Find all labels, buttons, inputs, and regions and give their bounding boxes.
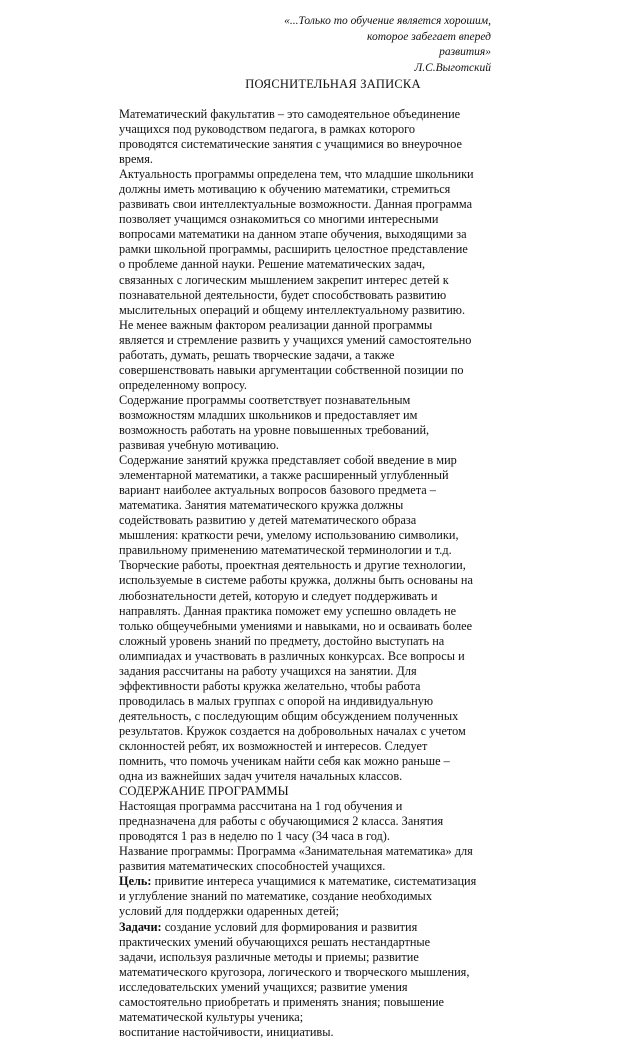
text-line: учащихся под руководством педагога, в рамках которого [119, 122, 416, 137]
paragraph-program-duration [119, 799, 499, 844]
goal-text: привитие интереса учащимися к математике, систематизация [151, 874, 477, 889]
text-line: деятельность, с последующим общим обсуждением полученных [119, 708, 459, 723]
text-line: самостоятельно приобретать и применять знания; повышение [119, 994, 445, 1009]
text-line: сложный уровень знаний по предмету, достойно выступать на [119, 633, 445, 648]
text-line: любознательности детей, которую и следует поддерживать и [119, 588, 438, 603]
text-line: используемые в системе работы кружка, должны быть основаны на [119, 573, 473, 588]
tasks-label: Задачи: [119, 919, 162, 934]
document-body [119, 107, 499, 1040]
text-line: Название программы: Программа «Занимательная математика» для [119, 844, 473, 859]
paragraph-relevance [119, 167, 499, 393]
tasks-text: создание условий для формирования и развития [161, 919, 418, 934]
text-line: связанных с логическим мышлением закрепит интерес детей к [119, 272, 449, 287]
text-line: развития математических способностей учащихся. [119, 859, 386, 874]
text-line: математической культуры ученика; [119, 1009, 304, 1024]
section-heading: СОДЕРЖАНИЕ ПРОГРАММЫ [119, 784, 289, 799]
text-line: проводилась в малых группах с опорой на индивидуальную [119, 693, 434, 708]
text-line: вариант наиболее актуальных вопросов базового предмета – [119, 483, 436, 498]
text-line: проводятся систематические занятия с учащимися во внеурочное [119, 137, 462, 152]
text-line: Творческие работы, проектная деятельность и другие технологии, [119, 558, 466, 573]
text-line: мышления: краткости речи, умелому использованию символики, [119, 528, 459, 543]
text-line: возможностям младших школьников и предоставляет им [119, 407, 418, 422]
paragraph-program-name [119, 844, 499, 874]
text-line: и углубление знаний по математике, создание необходимых [119, 889, 432, 904]
text-line: эффективности работы кружка желательно, чтобы работа [119, 678, 421, 693]
text-line: элементарной математики, а также расширенный углубленный [119, 468, 449, 483]
epigraph-author: Л.С.Выготский [414, 61, 491, 74]
text-line: склонностей ребят, их возможностей и интересов. Следует [119, 738, 428, 753]
epigraph-line: которое забегает вперед [367, 30, 491, 43]
text-line: одна из важнейших задач учителя начальных классов. [119, 769, 403, 784]
text-line: содействовать развитию у детей математического образа [119, 513, 417, 528]
text-line: определенному вопросу. [119, 377, 247, 392]
text-line: воспитание настойчивости, инициативы. [119, 1024, 334, 1039]
text-line: проводятся 1 раз в неделю по 1 часу (34 часа в год). [119, 829, 390, 844]
text-line: только общеучебными умениями и навыками, но и осваивать более [119, 618, 473, 633]
text-line: результатов. Кружок создается на добровольных началах с учетом [119, 723, 466, 738]
text-line: позволяет учащимся ознакомиться со многими интересными [119, 212, 439, 227]
text-line: правильному применению математической терминологии и т.д. [119, 543, 452, 558]
text-line: вопросами математики на данном этапе обучения, выходящими за [119, 227, 467, 242]
text-line: Содержание программы соответствует познавательным [119, 392, 411, 407]
text-line: работать, думать, решать творческие задачи, а также [119, 347, 395, 362]
text-line: олимпиадах и участвовать в различных конкурсах. Все вопросы и [119, 648, 465, 663]
epigraph [284, 14, 491, 76]
text-line: математика. Занятия математического кружка должны [119, 498, 404, 513]
paragraph-intro [119, 107, 499, 167]
paragraph-goal [119, 874, 499, 919]
text-line: условий для поддержки одаренных детей; [119, 904, 339, 919]
text-line: Содержание занятий кружка представляет собой введение в мир [119, 453, 457, 468]
text-line: рамки школьной программы, расширить целостное представление [119, 242, 468, 257]
document-title: ПОЯСНИТЕЛЬНАЯ ЗАПИСКА [245, 77, 421, 91]
text-line: Математический факультатив – это самодеятельное объединение [119, 107, 461, 121]
text-line: развивая учебную мотивацию. [119, 438, 279, 453]
text-line: должны иметь мотивацию к обучению математики, стремиться [119, 182, 451, 197]
text-line: Актуальность программы определена тем, что младшие школьники [119, 167, 474, 182]
text-line: задачи, используя различные методы и приемы; развитие [119, 949, 419, 964]
text-line: математического кругозора, логического и творческого мышления, [119, 964, 470, 979]
text-line: помнить, что помочь ученикам найти себя как можно раньше – [119, 754, 450, 769]
goal-label: Цель: [119, 874, 152, 889]
paragraph-content [119, 393, 499, 453]
text-line: задания рассчитаны на работу учащихся на занятии. Для [119, 663, 417, 678]
epigraph-line: развития» [439, 46, 491, 58]
text-line: Настоящая программа рассчитана на 1 год обучения и [119, 799, 403, 814]
text-line: является и стремление развить у учащихся умений самостоятельно [119, 332, 472, 347]
epigraph-line: «...Только то обучение является хорошим, [284, 15, 491, 27]
text-line: исследовательских умений учащихся; развитие умения [119, 979, 408, 994]
paragraph-tasks [119, 920, 499, 1040]
text-line: развивать свои интеллектуальные возможности. Данная программа [119, 197, 473, 212]
text-line: о проблеме данной науки. Решение математических задач, [119, 257, 426, 272]
text-line: совершенствовать навыки аргументации собственной позиции по [119, 362, 464, 377]
text-line [119, 874, 499, 889]
text-line: возможность работать на уровне повышенных требований, [119, 422, 430, 437]
text-line: практических умений обучающихся решать нестандартные [119, 934, 431, 949]
text-line: направлять. Данная практика поможет ему успешно овладеть не [119, 603, 457, 618]
text-line: познавательной деятельности, будет способствовать развитию [119, 287, 447, 302]
text-line: время. [119, 152, 153, 167]
text-line: мыслительных операций и общему интеллектуальному развитию. [119, 302, 466, 317]
text-line [119, 920, 499, 935]
text-line: Не менее важным фактором реализации данной программы [119, 317, 433, 332]
paragraph-club [119, 453, 499, 784]
text-line: предназначена для работы с обучающимися 2 класса. Занятия [119, 814, 444, 829]
